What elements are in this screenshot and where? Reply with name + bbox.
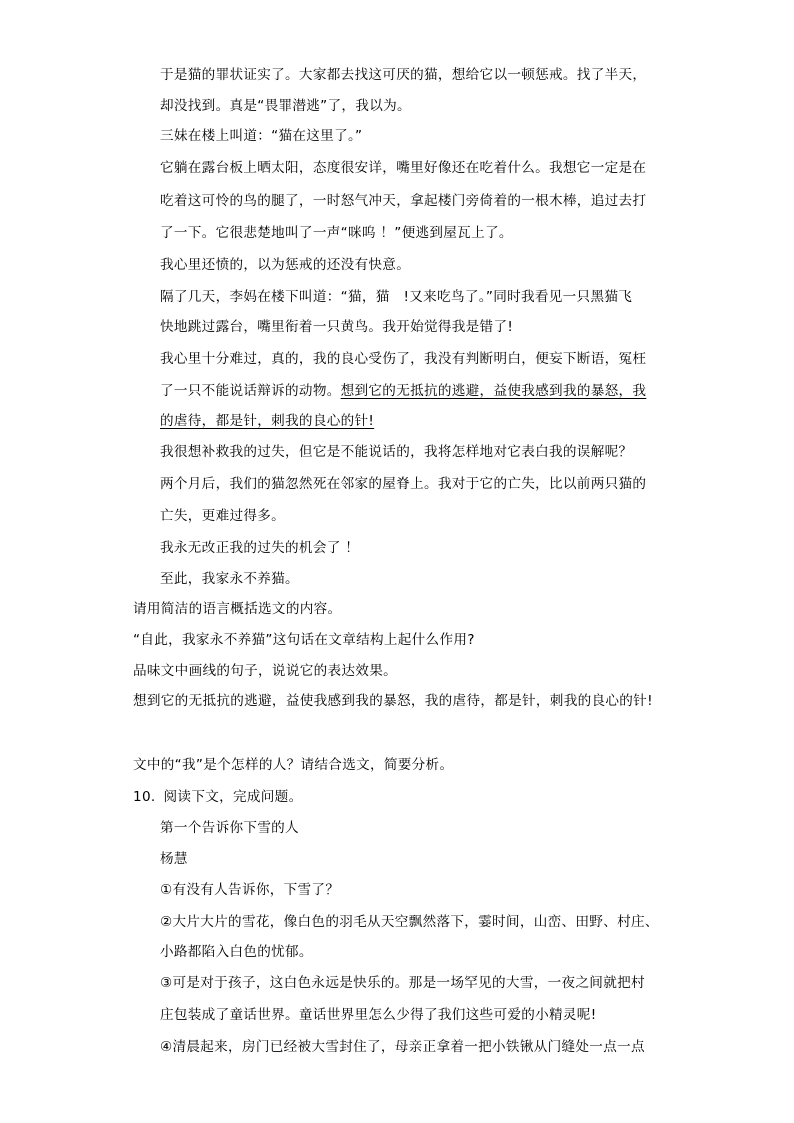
passage-line: 隔了几天，李妈在楼下叫道：“猫，猫 !又来吃鸟了。”同时我看见一只黑猫飞	[160, 289, 633, 305]
passage-line: 我永无改正我的过失的机会了 ！	[160, 540, 360, 556]
passage-line: 我心里十分难过，真的，我的良心受伤了，我没有判断明白，便妄下断语，冤枉	[160, 351, 647, 367]
passage-line: 了一下。它很悲楚地叫了一声“咪呜 ！”便逃到屋瓦上了。	[160, 225, 513, 241]
passage-line: 至此，我家永不养猫。	[160, 571, 299, 587]
article-author: 杨慧	[160, 851, 188, 867]
article-line: ④清晨起来，房门已经被大雪封住了，母亲正拿着一把小铁锹从门缝处一点一点	[160, 1039, 645, 1055]
underlined-sentence-end: 的虐待，都是针，刺我的良心的针!	[160, 413, 375, 429]
article-line: ③可是对于孩子，这白色永远是快乐的。那是一场罕见的大雪，一夜之间就把村	[160, 975, 645, 991]
article-line: ②大片大片的雪花，像白色的羽毛从天空飘然落下，霎时间，山峦、田野、村庄、	[160, 914, 659, 930]
question-2: “自此，我家永不养猫”这句话在文章结构上起什么作用?	[133, 632, 475, 648]
passage-line: 它躺在露台板上晒太阳，态度很安详，嘴里好像还在吃着什么。我想它一定是在	[160, 160, 647, 176]
passage-line: 三妹在楼上叫道：“猫在这里了。”	[160, 128, 363, 144]
passage-line: 吃着这可怜的鸟的腿了，一时怒气冲天，拿起楼门旁倚着的一根木棒，追过去打	[160, 193, 647, 209]
passage-line: 亡失，更难过得多。	[160, 508, 286, 524]
passage-line-plain-part: 了一只不能说话辩诉的动物。	[160, 383, 341, 399]
question-4: 文中的“我”是个怎样的人？请结合选文，简要分析。	[133, 757, 454, 773]
passage-line: 却没找到。真是“畏罪潜逃”了，我以为。	[160, 98, 411, 114]
article-title: 第一个告诉你下雪的人	[160, 820, 299, 836]
question-1: 请用简洁的语言概括选文的内容。	[133, 601, 342, 617]
question-10-header	[133, 788, 302, 806]
article-line: 庄包装成了童话世界。童话世界里怎么少得了我们这些可爱的小精灵呢!	[160, 1007, 597, 1023]
question-instruction: 阅读下文，完成问题。	[163, 789, 303, 805]
question-3: 品味文中画线的句子，说说它的表达效果。	[133, 663, 397, 679]
passage-line: 于是猫的罪状证实了。大家都去找这可厌的猫，想给它以一顿惩戒。找了半天，	[160, 67, 647, 83]
passage-line: 两个月后，我们的猫忽然死在邻家的屋脊上。我对于它的亡失，比以前两只猫的	[160, 476, 647, 492]
passage-line: 我心里还愤的，以为惩戒的还没有快意。	[160, 257, 411, 273]
article-line: 小路都陷入白色的忧郁。	[160, 944, 313, 960]
underlined-sentence-part: 想到它的无抵抗的逃避，益使我感到我的暴怒，我	[340, 383, 647, 399]
question-number: 10.	[133, 789, 156, 805]
article-line: ①有没有人告诉你，下雪了？	[160, 882, 340, 898]
quoted-sentence: 想到它的无抵抗的逃避，益使我感到我的暴怒，我的虐待，都是针，刺我的良心的针!	[133, 693, 653, 709]
passage-line-underlined	[160, 382, 646, 400]
passage-line: 我很想补救我的过失，但它是不能说话的，我将怎样地对它表白我的误解呢？	[160, 444, 633, 460]
passage-line: 快地跳过露台，嘴里衔着一只黄鸟。我开始觉得我是错了!	[160, 319, 514, 335]
